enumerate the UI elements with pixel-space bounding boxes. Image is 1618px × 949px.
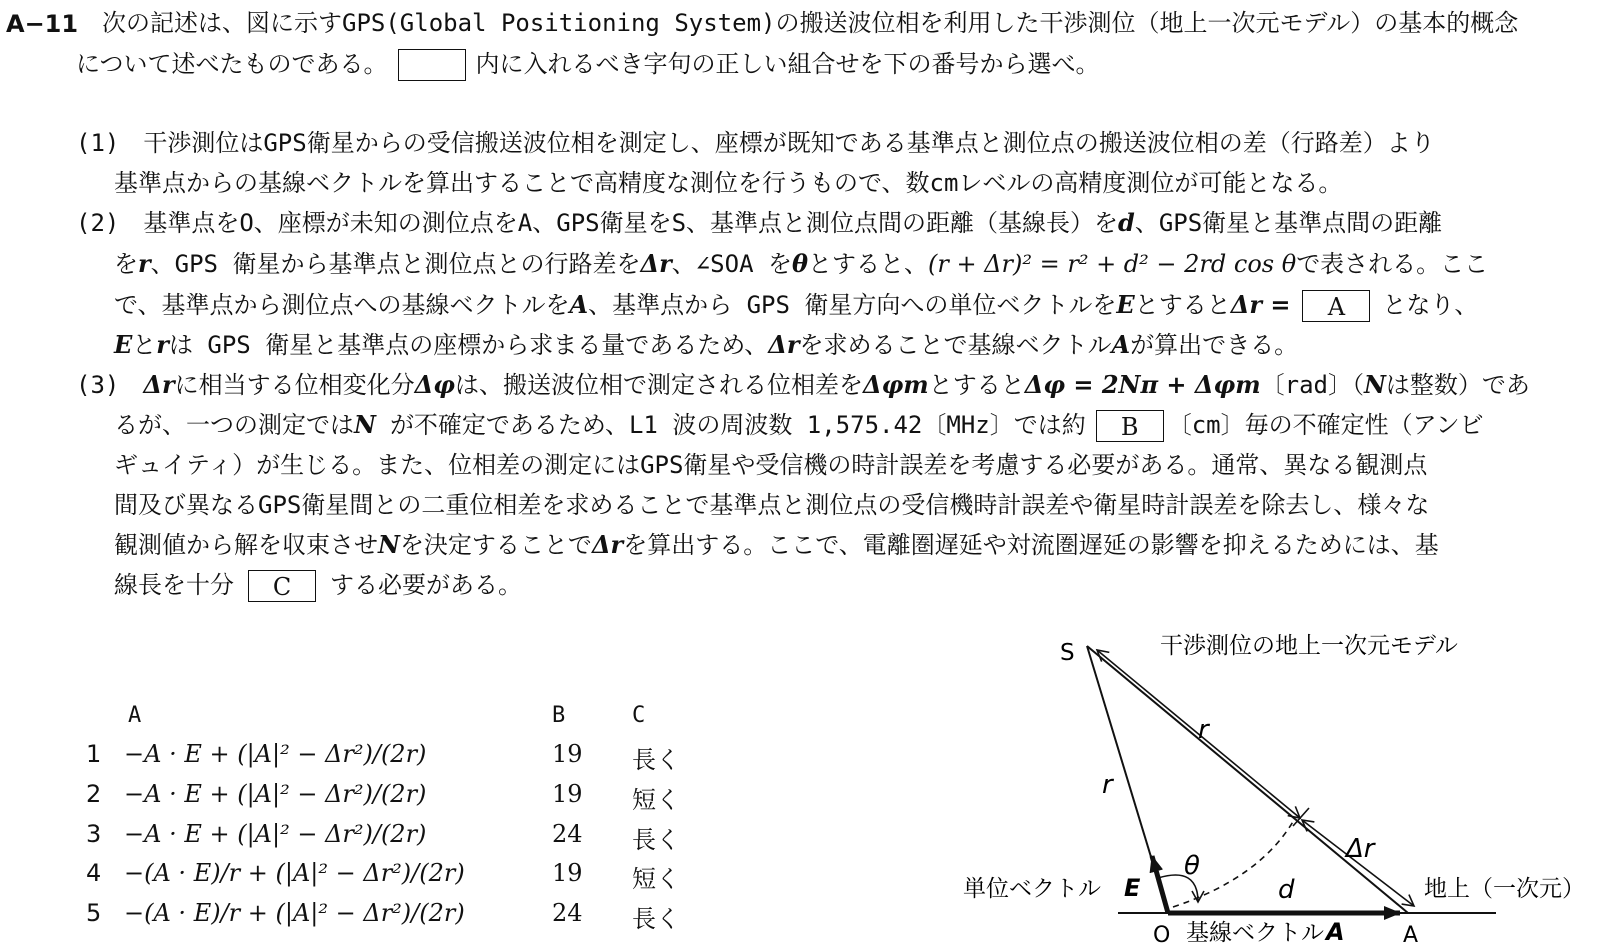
option-header-b: B — [552, 703, 566, 728]
para3-line3: ギュイティ）が生じる。また、位相差の測定にはGPS衛星や受信機の時計誤差を考慮する必要がある。通常、異なる観測点 — [114, 451, 1428, 479]
label-ground: 地上（一次元） — [1424, 876, 1585, 902]
option-value-b: 24 — [552, 899, 583, 927]
text: に相当する位相変化分 — [174, 371, 415, 399]
text: (2) 基準点をO、座標が未知の測位点をA、GPS衛星をS、基準点と測位点間の距離（基線長）を — [76, 209, 1119, 237]
text: 線長を十分 — [114, 571, 234, 599]
label-a-vector: A — [1326, 918, 1345, 946]
unit-vector-e-arrow — [1152, 856, 1168, 913]
text: 、∠SOA を — [671, 250, 792, 278]
option-number: 2 — [86, 780, 102, 808]
text: 、GPS 衛星から基準点と測位点との行路差を — [150, 250, 641, 278]
text: で、基準点から測位点への基線ベクトルを — [114, 291, 570, 319]
math-delta-r-eq: Δr = — [1230, 290, 1291, 319]
label-e: E — [1124, 874, 1141, 902]
text: は、搬送波位相で測定される位相差を — [454, 371, 863, 399]
intro-line-1: 次の記述は、図に示すGPS(Global Positioning System)の搬送波位相を利用した干渉測位（地上一次元モデル）の基本的概念 — [102, 9, 1519, 37]
text: を決定することで — [399, 531, 592, 559]
intro-text-a: について述べたものである。 — [76, 50, 388, 78]
para3-line4: 間及び異なるGPS衛星間との二重位相差を求めることで基準点と測位点の受信機時計誤差や衛星時計誤差を除去し、様々な — [114, 491, 1430, 519]
option-header-c: C — [632, 703, 646, 728]
math-A: A — [1111, 330, 1131, 359]
option-number: 1 — [86, 740, 102, 768]
label-o: O — [1153, 923, 1171, 948]
option-formula: −A · E + (|A|² − Δr²)/(2r) — [124, 740, 427, 768]
math-theta: θ — [791, 249, 808, 278]
text: する必要がある。 — [330, 571, 522, 599]
text: るが、一つの測定では — [114, 411, 354, 439]
option-number: 4 — [86, 859, 102, 887]
math-delta-r: Δr — [640, 249, 672, 278]
text: 〔cm〕毎の不確定性（アンビ — [1167, 411, 1484, 439]
text: は GPS 衛星と基準点の座標から求まる量であるため、 — [168, 331, 769, 359]
text: 、GPS衛星と基準点間の距離 — [1134, 209, 1443, 237]
text: が算出できる。 — [1130, 331, 1299, 359]
text: とすると — [1134, 291, 1231, 319]
option-header-a: A — [128, 703, 142, 728]
text: と — [132, 331, 157, 359]
math-delta-r: Δr — [768, 330, 800, 359]
equation: (r + Δr)² = r² + d² − 2rd cos θ — [927, 250, 1297, 278]
math-r: r — [138, 249, 151, 278]
math-E: E — [1116, 290, 1135, 319]
math-delta-phi: Δφ — [414, 370, 455, 399]
text: (3) — [76, 371, 144, 399]
text: 、基準点から GPS 衛星方向への単位ベクトルを — [588, 291, 1117, 319]
option-value-c: 長く — [632, 905, 680, 933]
math-N: N — [1363, 370, 1386, 399]
text: を — [114, 250, 138, 278]
label-r-left: r — [1102, 770, 1113, 800]
option-value-b: 19 — [552, 859, 583, 887]
question-number: A−11 — [6, 10, 79, 38]
figure-title: 干渉測位の地上一次元モデル — [1160, 633, 1458, 659]
option-formula: −(A · E)/r + (|A|² − Δr²)/(2r) — [124, 859, 465, 887]
text: を算出する。ここで、電離圏遅延や対流圏遅延の影響を抑えるためには、基 — [623, 531, 1439, 559]
para1-line2: 基準点からの基線ベクトルを算出することで高精度な測位を行うもので、数cmレベルの高精度測位が可能となる。 — [114, 169, 1343, 197]
math-delta-r: Δr — [591, 530, 624, 559]
label-d: d — [1278, 875, 1295, 905]
option-number: 3 — [86, 820, 102, 848]
blank-box-A: A — [1302, 290, 1370, 322]
option-value-c: 長く — [632, 826, 680, 854]
para1-line1: (1) 干渉測位はGPS衛星からの受信搬送波位相を測定し、座標が既知である基準点と測位点の搬送波位相の差（行路差）より — [76, 129, 1435, 157]
label-delta-r: Δr — [1346, 834, 1375, 864]
label-s: S — [1060, 640, 1075, 666]
label-unit-vector: 単位ベクトル — [963, 876, 1101, 902]
text: を求めることで基線ベクトル — [799, 331, 1112, 359]
label-theta: θ — [1184, 851, 1200, 881]
intro-text-b: 内に入れるべき字句の正しい組合せを下の番号から選べ。 — [475, 50, 1100, 78]
equation: Δφ = 2Nπ + Δφm — [1024, 370, 1261, 399]
math-E: E — [114, 330, 133, 359]
option-value-b: 24 — [552, 820, 583, 848]
math-A: A — [569, 290, 589, 319]
math-N: N — [354, 410, 376, 439]
option-value-c: 短く — [632, 865, 680, 893]
text: は整数）であ — [1385, 371, 1530, 399]
text: とすると — [928, 371, 1025, 399]
text: となり、 — [1382, 291, 1479, 319]
option-value-c: 長く — [632, 746, 680, 774]
text: が不確定であるため、L1 波の周波数 1,575.42〔MHz〕では約 — [389, 411, 1086, 439]
label-baseline: 基線ベクトル — [1186, 920, 1324, 946]
option-formula: −(A · E)/r + (|A|² − Δr²)/(2r) — [124, 899, 465, 927]
label-a: A — [1403, 923, 1419, 948]
blank-box-B: B — [1096, 410, 1164, 442]
option-formula: −A · E + (|A|² − Δr²)/(2r) — [124, 820, 427, 848]
text: 〔rad〕（ — [1260, 371, 1364, 399]
option-value-c: 短く — [632, 786, 680, 814]
option-number: 5 — [86, 899, 102, 927]
option-formula: −A · E + (|A|² − Δr²)/(2r) — [124, 780, 427, 808]
math-delta-phi-m: Δφm — [862, 370, 929, 399]
math-delta-r: Δr — [143, 370, 175, 399]
label-r-right: r — [1198, 715, 1209, 745]
line-s-to-a — [1087, 646, 1408, 913]
text: とすると、 — [807, 250, 928, 278]
math-r: r — [156, 330, 169, 359]
math-d: d — [1118, 208, 1135, 237]
text: で表される。ここ — [1296, 250, 1489, 278]
text: 観測値から解を収束させ — [114, 531, 378, 559]
math-N: N — [378, 530, 400, 559]
option-value-b: 19 — [552, 780, 583, 808]
option-value-b: 19 — [552, 740, 583, 768]
blank-box-C: C — [248, 570, 316, 602]
